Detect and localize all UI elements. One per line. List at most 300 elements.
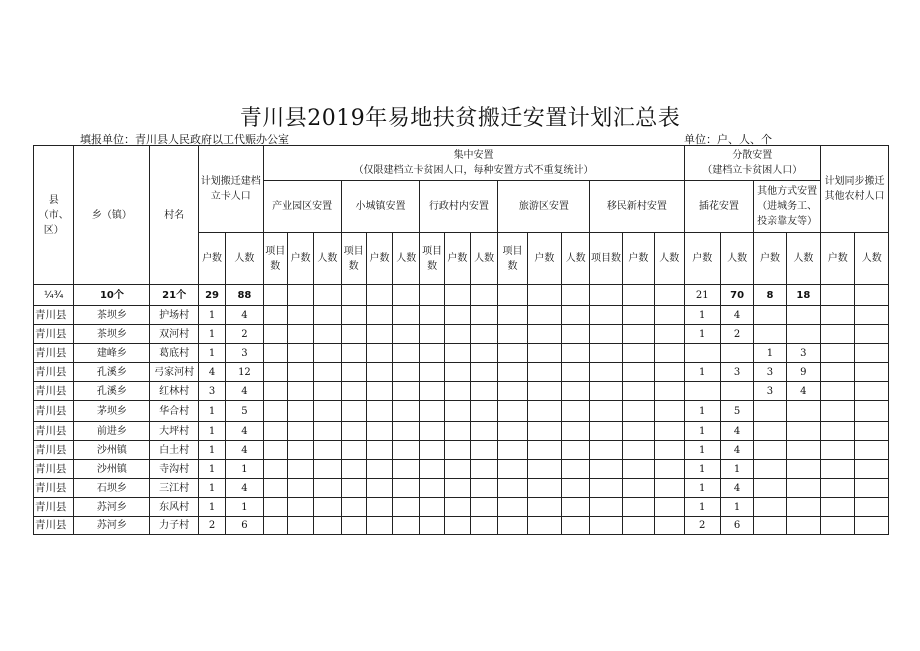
other-people-cell	[786, 460, 820, 479]
empty-cell	[420, 382, 444, 401]
people-header: 人数	[393, 233, 420, 285]
empty-cell	[366, 498, 392, 517]
empty-cell	[444, 517, 470, 535]
empty-cell	[622, 498, 654, 517]
empty-cell	[590, 401, 622, 422]
empty-cell	[420, 441, 444, 460]
empty-cell	[366, 422, 392, 441]
households-cell: 1	[198, 306, 225, 325]
empty-cell	[287, 363, 313, 382]
insert-people-cell: 2	[720, 325, 753, 344]
empty-cell	[590, 344, 622, 363]
empty-cell	[498, 401, 527, 422]
empty-cell	[393, 325, 420, 344]
empty-cell	[590, 382, 622, 401]
village-cell: 葛底村	[150, 344, 199, 363]
empty-cell	[471, 285, 498, 306]
village-cell: 寺沟村	[150, 460, 199, 479]
empty-cell	[655, 401, 684, 422]
county-cell: 青川县	[34, 325, 74, 344]
insert-households-cell: 1	[684, 363, 720, 382]
township-cell: 建峰乡	[74, 344, 150, 363]
empty-cell	[471, 363, 498, 382]
empty-cell	[622, 479, 654, 498]
empty-cell	[855, 460, 889, 479]
households-header: 户数	[444, 233, 470, 285]
empty-cell	[498, 344, 527, 363]
empty-cell	[287, 441, 313, 460]
households-header: 户数	[198, 233, 225, 285]
empty-cell	[444, 344, 470, 363]
empty-cell	[471, 306, 498, 325]
projects-header: 项目数	[498, 233, 527, 285]
empty-cell	[562, 344, 590, 363]
insert-households-cell: 1	[684, 441, 720, 460]
insert-people-cell	[720, 344, 753, 363]
empty-cell	[527, 460, 561, 479]
total-other-people: 18	[786, 285, 820, 306]
empty-cell	[287, 344, 313, 363]
village-cell: 护场村	[150, 306, 199, 325]
households-header: 户数	[527, 233, 561, 285]
empty-cell	[562, 401, 590, 422]
township-header: 乡（镇）	[74, 146, 150, 285]
other-people-cell	[786, 325, 820, 344]
county-cell: 青川县	[34, 498, 74, 517]
empty-cell	[821, 306, 855, 325]
empty-cell	[314, 517, 341, 535]
empty-cell	[341, 285, 366, 306]
empty-cell	[393, 422, 420, 441]
admin-village-header: 行政村内安置	[420, 181, 498, 233]
households-header: 户数	[684, 233, 720, 285]
empty-cell	[420, 401, 444, 422]
empty-cell	[590, 285, 622, 306]
empty-cell	[393, 479, 420, 498]
empty-cell	[855, 285, 889, 306]
empty-cell	[562, 363, 590, 382]
data-rows	[34, 306, 889, 535]
empty-cell	[420, 460, 444, 479]
empty-cell	[498, 479, 527, 498]
insert-people-cell: 5	[720, 401, 753, 422]
empty-cell	[527, 401, 561, 422]
insert-households-cell	[684, 344, 720, 363]
empty-cell	[287, 325, 313, 344]
unit-label: 单位：户、人、个	[684, 133, 772, 146]
total-townships: 10个	[74, 285, 150, 306]
other-households-cell: 3	[754, 363, 786, 382]
empty-cell	[444, 441, 470, 460]
households-cell: 3	[198, 382, 225, 401]
other-people-cell: 3	[786, 344, 820, 363]
county-cell: 青川县	[34, 517, 74, 535]
empty-cell	[393, 517, 420, 535]
village-cell: 白土村	[150, 441, 199, 460]
table-row	[34, 325, 889, 344]
empty-cell	[590, 441, 622, 460]
empty-cell	[341, 306, 366, 325]
empty-cell	[527, 306, 561, 325]
empty-cell	[622, 422, 654, 441]
empty-cell	[444, 479, 470, 498]
empty-cell	[821, 325, 855, 344]
empty-cell	[655, 460, 684, 479]
scattered-note: （建档立卡贫困人口）	[702, 165, 803, 176]
filler-unit-label: 填报单位：青川县人民政府以工代赈办公室	[80, 133, 289, 146]
insert-households-cell: 1	[684, 479, 720, 498]
empty-cell	[263, 401, 287, 422]
village-cell: 东风村	[150, 498, 199, 517]
empty-cell	[655, 306, 684, 325]
insert-households-cell: 1	[684, 401, 720, 422]
other-people-cell	[786, 422, 820, 441]
county-cell: 青川县	[34, 441, 74, 460]
people-cell: 3	[226, 344, 263, 363]
total-row	[34, 285, 889, 306]
village-cell: 华合村	[150, 401, 199, 422]
empty-cell	[527, 498, 561, 517]
table-row	[34, 401, 889, 422]
empty-cell	[471, 460, 498, 479]
empty-cell	[471, 344, 498, 363]
empty-cell	[562, 285, 590, 306]
empty-cell	[562, 517, 590, 535]
empty-cell	[287, 498, 313, 517]
empty-cell	[366, 285, 392, 306]
insert-households-cell: 1	[684, 306, 720, 325]
empty-cell	[590, 422, 622, 441]
other-households-cell	[754, 325, 786, 344]
empty-cell	[263, 306, 287, 325]
people-cell: 1	[226, 460, 263, 479]
empty-cell	[498, 285, 527, 306]
people-cell: 6	[226, 517, 263, 535]
table-row	[34, 344, 889, 363]
empty-cell	[314, 460, 341, 479]
empty-cell	[314, 285, 341, 306]
empty-cell	[314, 382, 341, 401]
county-cell: 青川县	[34, 422, 74, 441]
people-header: 人数	[720, 233, 753, 285]
centralized-header	[263, 146, 684, 181]
households-cell: 2	[198, 517, 225, 535]
empty-cell	[527, 363, 561, 382]
village-header: 村名	[150, 146, 199, 285]
people-cell: 1	[226, 498, 263, 517]
empty-cell	[527, 422, 561, 441]
empty-cell	[590, 460, 622, 479]
total-other-households: 8	[754, 285, 786, 306]
empty-cell	[314, 498, 341, 517]
county-cell: 青川县	[34, 382, 74, 401]
empty-cell	[393, 460, 420, 479]
empty-cell	[821, 344, 855, 363]
planned-header: 计划搬迁建档立卡人口	[198, 146, 263, 233]
empty-cell	[366, 460, 392, 479]
empty-cell	[622, 285, 654, 306]
households-cell: 1	[198, 498, 225, 517]
people-cell: 4	[226, 306, 263, 325]
township-cell: 苏河乡	[74, 517, 150, 535]
empty-cell	[498, 382, 527, 401]
county-cell: 青川县	[34, 479, 74, 498]
township-cell: 孔溪乡	[74, 363, 150, 382]
empty-cell	[562, 479, 590, 498]
empty-cell	[444, 363, 470, 382]
empty-cell	[263, 498, 287, 517]
empty-cell	[314, 441, 341, 460]
empty-cell	[341, 401, 366, 422]
insert-households-cell	[684, 382, 720, 401]
total-insert-households: 21	[684, 285, 720, 306]
empty-cell	[314, 363, 341, 382]
empty-cell	[314, 479, 341, 498]
industrial-park-header: 产业园区安置	[263, 181, 341, 233]
empty-cell	[655, 422, 684, 441]
empty-cell	[821, 460, 855, 479]
empty-cell	[622, 517, 654, 535]
people-header: 人数	[786, 233, 820, 285]
empty-cell	[420, 363, 444, 382]
empty-cell	[655, 363, 684, 382]
other-people-cell	[786, 479, 820, 498]
other-people-cell: 4	[786, 382, 820, 401]
total-label: ¼¾	[34, 285, 74, 306]
empty-cell	[821, 517, 855, 535]
summary-table	[33, 145, 889, 535]
empty-cell	[655, 517, 684, 535]
village-cell: 红林村	[150, 382, 199, 401]
other-households-cell	[754, 479, 786, 498]
county-cell: 青川县	[34, 363, 74, 382]
people-cell: 4	[226, 422, 263, 441]
empty-cell	[287, 306, 313, 325]
households-header: 户数	[754, 233, 786, 285]
empty-cell	[821, 401, 855, 422]
township-cell: 苏河乡	[74, 498, 150, 517]
empty-cell	[527, 479, 561, 498]
other-people-cell	[786, 498, 820, 517]
table-row	[34, 441, 889, 460]
other-people-cell	[786, 517, 820, 535]
township-cell: 石坝乡	[74, 479, 150, 498]
empty-cell	[263, 422, 287, 441]
empty-cell	[263, 460, 287, 479]
other-households-cell	[754, 498, 786, 517]
empty-cell	[498, 363, 527, 382]
empty-cell	[622, 441, 654, 460]
households-cell: 1	[198, 344, 225, 363]
empty-cell	[622, 363, 654, 382]
empty-cell	[444, 382, 470, 401]
township-cell: 沙州镇	[74, 441, 150, 460]
people-cell: 4	[226, 382, 263, 401]
county-cell: 青川县	[34, 306, 74, 325]
empty-cell	[263, 479, 287, 498]
empty-cell	[590, 306, 622, 325]
scattered-title: 分散安置	[732, 150, 773, 161]
empty-cell	[341, 441, 366, 460]
empty-cell	[855, 325, 889, 344]
township-cell: 沙州镇	[74, 460, 150, 479]
empty-cell	[527, 441, 561, 460]
empty-cell	[263, 285, 287, 306]
empty-cell	[341, 498, 366, 517]
empty-cell	[655, 498, 684, 517]
empty-cell	[855, 344, 889, 363]
empty-cell	[287, 479, 313, 498]
households-cell: 1	[198, 460, 225, 479]
centralized-note: （仅限建档立卡贫困人口，每种安置方式不重复统计）	[353, 165, 594, 176]
people-header: 人数	[314, 233, 341, 285]
empty-cell	[855, 401, 889, 422]
empty-cell	[855, 441, 889, 460]
empty-cell	[366, 441, 392, 460]
empty-cell	[821, 422, 855, 441]
empty-cell	[527, 344, 561, 363]
empty-cell	[590, 479, 622, 498]
projects-header: 项目数	[263, 233, 287, 285]
empty-cell	[366, 344, 392, 363]
insert-people-cell: 1	[720, 460, 753, 479]
projects-header: 项目数	[341, 233, 366, 285]
empty-cell	[420, 422, 444, 441]
empty-cell	[366, 401, 392, 422]
empty-cell	[393, 363, 420, 382]
other-people-cell	[786, 401, 820, 422]
empty-cell	[471, 441, 498, 460]
empty-cell	[444, 325, 470, 344]
empty-cell	[263, 441, 287, 460]
empty-cell	[527, 382, 561, 401]
empty-cell	[263, 344, 287, 363]
empty-cell	[393, 401, 420, 422]
other-households-cell	[754, 441, 786, 460]
empty-cell	[622, 382, 654, 401]
empty-cell	[341, 363, 366, 382]
village-cell: 双河村	[150, 325, 199, 344]
people-header: 人数	[855, 233, 889, 285]
insert-people-cell: 4	[720, 479, 753, 498]
people-header: 人数	[655, 233, 684, 285]
empty-cell	[341, 517, 366, 535]
table-row	[34, 479, 889, 498]
households-header: 户数	[622, 233, 654, 285]
empty-cell	[444, 401, 470, 422]
empty-cell	[590, 517, 622, 535]
empty-cell	[341, 460, 366, 479]
empty-cell	[287, 382, 313, 401]
empty-cell	[471, 382, 498, 401]
people-header: 人数	[226, 233, 263, 285]
empty-cell	[471, 325, 498, 344]
other-households-cell: 3	[754, 382, 786, 401]
empty-cell	[366, 325, 392, 344]
sync-header: 计划同步搬迁其他农村人口	[821, 146, 889, 233]
other-people-cell	[786, 306, 820, 325]
people-header: 人数	[562, 233, 590, 285]
empty-cell	[420, 325, 444, 344]
households-header: 户数	[287, 233, 313, 285]
empty-cell	[498, 306, 527, 325]
insert-people-cell: 1	[720, 498, 753, 517]
total-households: 29	[198, 285, 225, 306]
other-households-cell	[754, 517, 786, 535]
other-households-cell	[754, 422, 786, 441]
empty-cell	[622, 460, 654, 479]
village-cell: 大坪村	[150, 422, 199, 441]
empty-cell	[622, 401, 654, 422]
empty-cell	[314, 325, 341, 344]
empty-cell	[393, 344, 420, 363]
empty-cell	[590, 325, 622, 344]
empty-cell	[527, 285, 561, 306]
scattered-header	[684, 146, 821, 181]
empty-cell	[263, 517, 287, 535]
people-cell: 5	[226, 401, 263, 422]
empty-cell	[655, 344, 684, 363]
township-cell: 茶坝乡	[74, 306, 150, 325]
empty-cell	[263, 363, 287, 382]
empty-cell	[471, 517, 498, 535]
table-row	[34, 306, 889, 325]
insert-people-cell: 4	[720, 306, 753, 325]
other-people-cell	[786, 441, 820, 460]
empty-cell	[420, 344, 444, 363]
empty-cell	[590, 363, 622, 382]
empty-cell	[562, 460, 590, 479]
other-households-cell: 1	[754, 344, 786, 363]
township-cell: 孔溪乡	[74, 382, 150, 401]
households-cell: 1	[198, 441, 225, 460]
township-cell: 茶坝乡	[74, 325, 150, 344]
other-households-cell	[754, 460, 786, 479]
township-cell: 茅坝乡	[74, 401, 150, 422]
empty-cell	[420, 498, 444, 517]
insert-people-cell: 4	[720, 441, 753, 460]
empty-cell	[498, 517, 527, 535]
empty-cell	[562, 441, 590, 460]
table-row	[34, 422, 889, 441]
county-header: 县（市、区）	[34, 146, 74, 285]
households-header: 户数	[366, 233, 392, 285]
empty-cell	[341, 382, 366, 401]
people-cell: 4	[226, 441, 263, 460]
empty-cell	[314, 344, 341, 363]
people-cell: 4	[226, 479, 263, 498]
village-cell: 三江村	[150, 479, 199, 498]
insert-households-cell: 1	[684, 498, 720, 517]
empty-cell	[855, 479, 889, 498]
insert-people-cell: 6	[720, 517, 753, 535]
empty-cell	[821, 285, 855, 306]
insert-header: 插花安置	[684, 181, 754, 233]
empty-cell	[471, 479, 498, 498]
empty-cell	[562, 422, 590, 441]
table-row	[34, 498, 889, 517]
other-people-cell: 9	[786, 363, 820, 382]
empty-cell	[655, 285, 684, 306]
households-cell: 1	[198, 325, 225, 344]
empty-cell	[655, 325, 684, 344]
empty-cell	[287, 517, 313, 535]
empty-cell	[855, 517, 889, 535]
empty-cell	[366, 306, 392, 325]
page-title: 青川县2019年易地扶贫搬迁安置计划汇总表	[239, 106, 681, 131]
empty-cell	[622, 306, 654, 325]
centralized-title: 集中安置	[453, 150, 494, 161]
